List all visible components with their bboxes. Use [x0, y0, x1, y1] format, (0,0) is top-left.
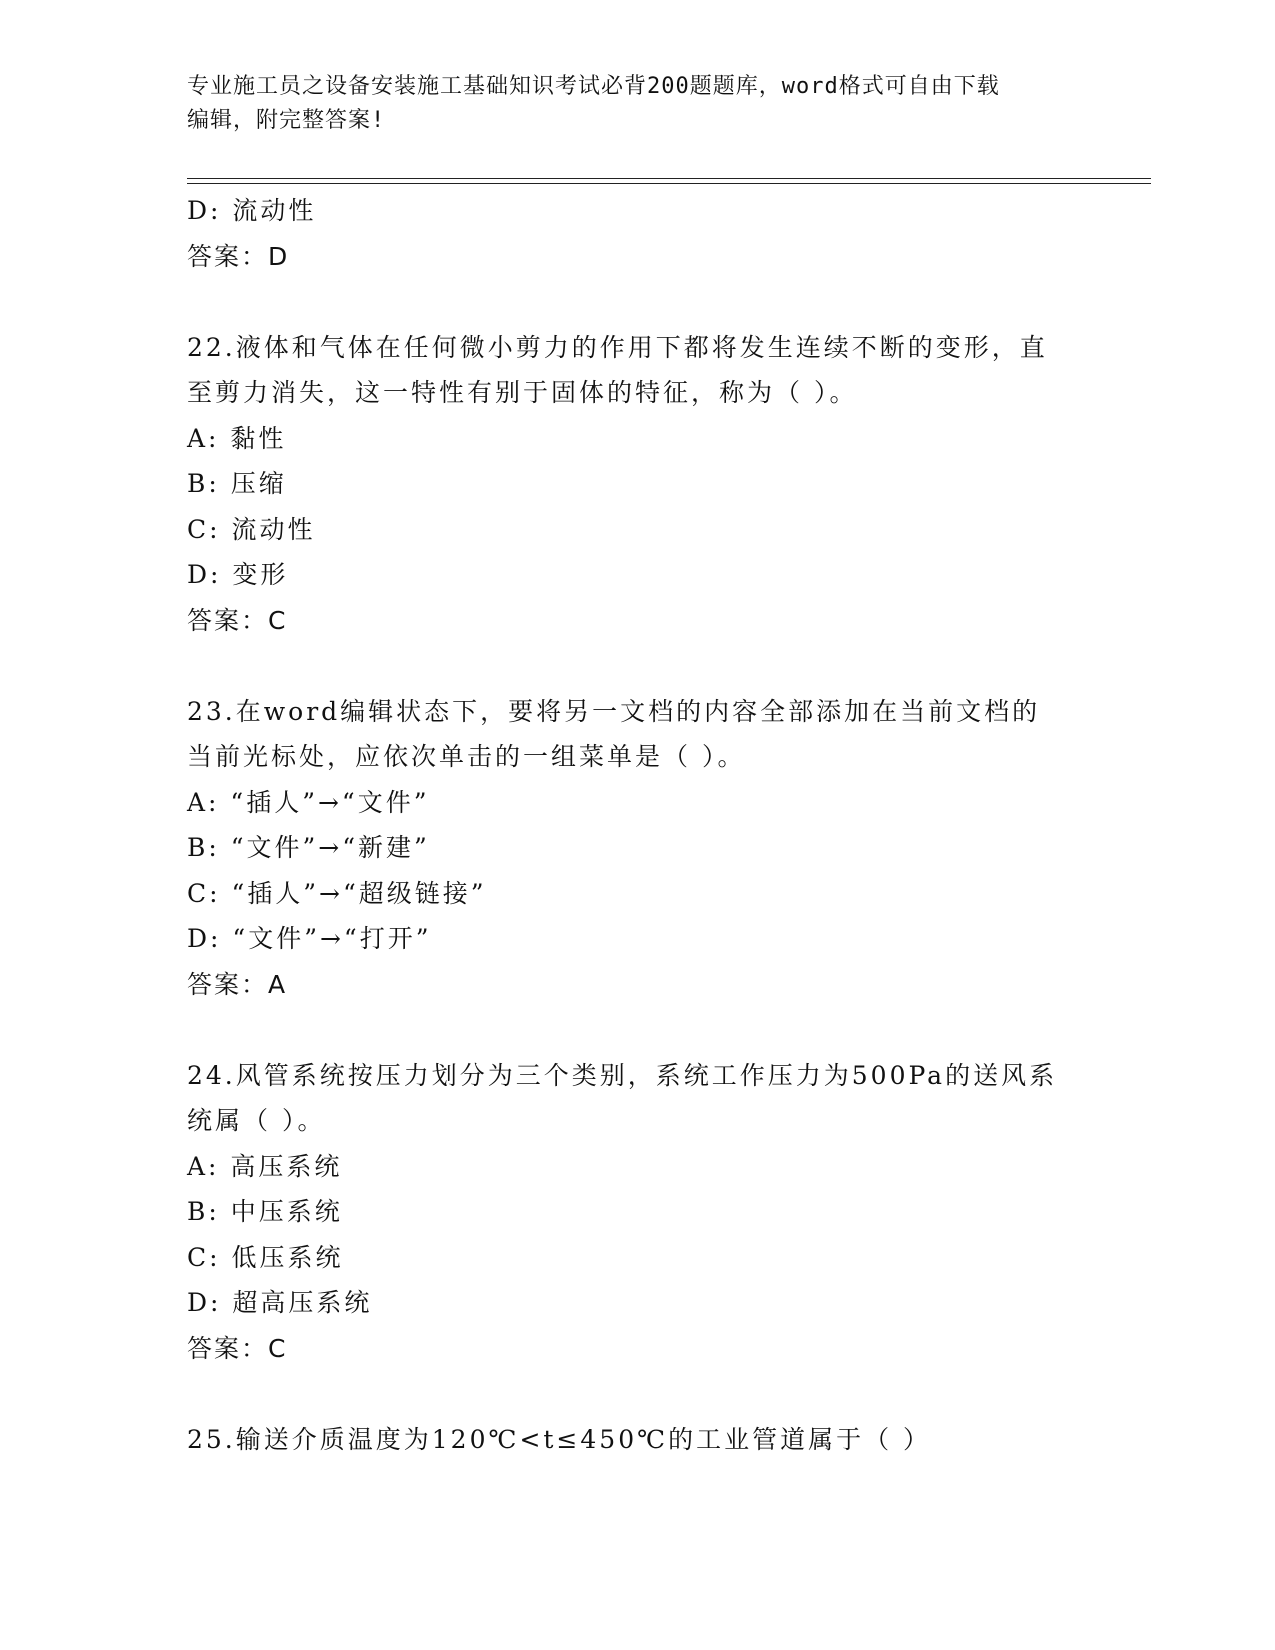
option-d: D: 超高压系统: [187, 1288, 373, 1317]
answer-line: 答案：A: [187, 969, 288, 999]
option-a: A: 高压系统: [187, 1151, 343, 1181]
spacer: [187, 1007, 1107, 1053]
option-a: A: “插人”→“文件”: [187, 787, 430, 817]
option-d: D: “文件”→“打开”: [187, 924, 432, 953]
header-divider-top: [187, 178, 1151, 179]
document-header: [187, 70, 1067, 138]
question-23: [187, 689, 1107, 1008]
answer-line: 答案：D: [187, 241, 290, 271]
answer-line: 答案：C: [187, 1333, 288, 1363]
question-24: [187, 1053, 1107, 1372]
question-text-line-1: 23.在word编辑状态下，要将另一文档的内容全部添加在当前文档的: [187, 696, 1041, 726]
question-text-line-2: 至剪力消失，这一特性有别于固体的特征，称为（ ）。: [187, 378, 858, 407]
question-22: [187, 325, 1107, 644]
question-text-line-2: 统属（ ）。: [187, 1106, 326, 1135]
spacer: [187, 643, 1107, 689]
option-b: B: 压缩: [187, 469, 287, 498]
spacer: [187, 1371, 1107, 1417]
answer-line: 答案：C: [187, 605, 288, 635]
spacer: [187, 279, 1107, 325]
option-b: B: “文件”→“新建”: [187, 833, 430, 862]
option-a: A: 黏性: [187, 423, 287, 453]
option-c: C: 流动性: [187, 514, 316, 544]
option-c: C: “插人”→“超级链接”: [187, 878, 487, 908]
option-c: C: 低压系统: [187, 1242, 344, 1272]
question-text-line-1: 25.输送介质温度为120℃<t≤450℃的工业管道属于（ ）: [187, 1424, 932, 1454]
question-text-line-1: 24.风管系统按压力划分为三个类别，系统工作压力为500Pa的送风系: [187, 1060, 1058, 1090]
question-list: [187, 188, 1107, 1462]
question-25: [187, 1417, 1107, 1463]
question-text-line-2: 当前光标处，应依次单击的一组菜单是（ ）。: [187, 742, 746, 771]
option-b: B: 中压系统: [187, 1197, 343, 1226]
header-title-line-1: 专业施工员之设备安装施工基础知识考试必背200题题库，word格式可自由下载: [187, 74, 1000, 99]
question-text-line-1: 22.液体和气体在任何微小剪力的作用下都将发生连续不断的变形，直: [187, 332, 1048, 362]
option-d: D: 变形: [187, 560, 289, 589]
header-title-line-2: 编辑，附完整答案!: [187, 108, 386, 133]
option-d: D: 流动性: [187, 196, 317, 225]
header-divider-bottom: [187, 183, 1151, 184]
